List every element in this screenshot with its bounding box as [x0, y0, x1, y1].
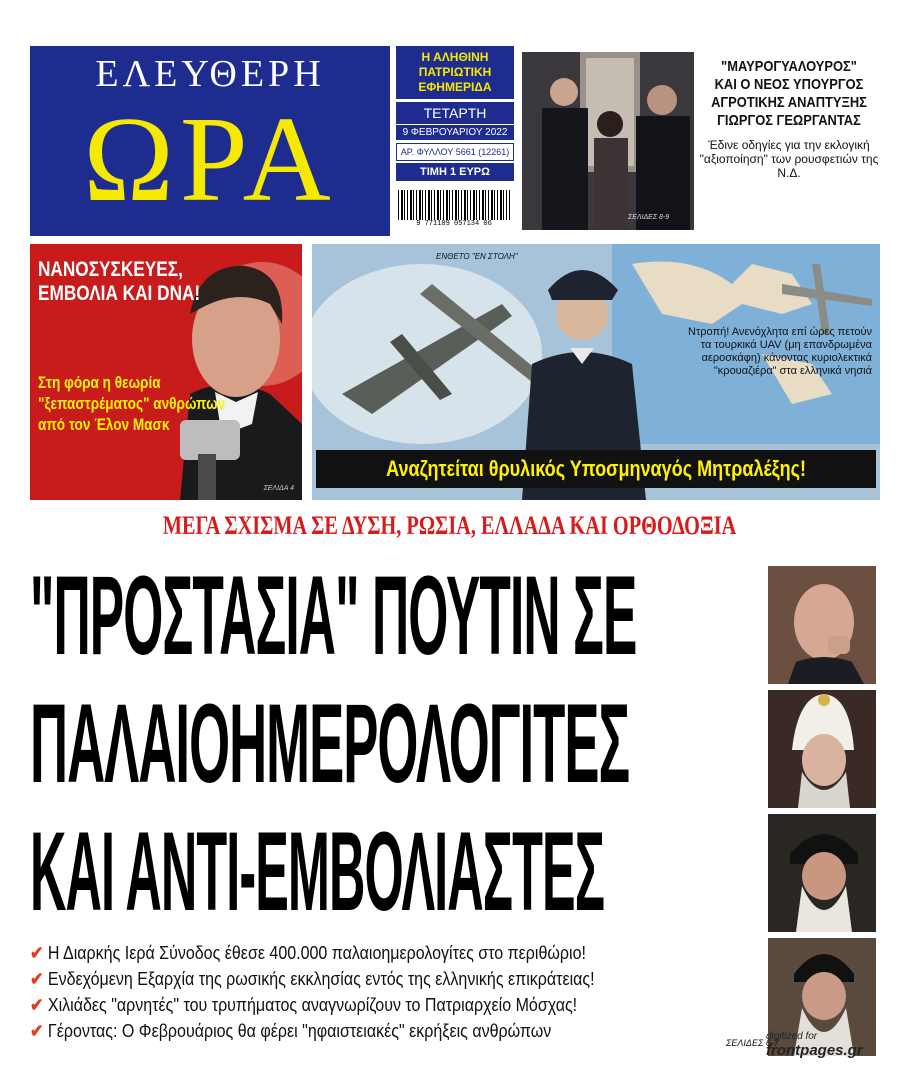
- pilot-caption-text: Αναζητείται θρυλικός Υποσμηναγός Μητραλέξης!: [386, 456, 806, 481]
- insert-label: ΕΝΘΕΤΟ "ΕΝ ΣΤΟΛΗ": [436, 252, 518, 261]
- putin-illustration: [768, 566, 876, 684]
- putin-photo: [768, 566, 876, 684]
- top-right-pages: ΣΕΛΙΔΕΣ 8-9: [628, 214, 670, 221]
- check-icon: ✔: [30, 995, 44, 1015]
- headline-line-2: ΠΑΛΑΙΟΗΜΕΡΟΛΟΓΙΤΕΣ: [30, 681, 630, 806]
- bullet-text: Γέροντας: Ο Φεβρουάριος θα φέρει "ηφαιστειακές" εκρήξεις ανθρώπων: [47, 1021, 552, 1041]
- bullet-item: [30, 1018, 698, 1044]
- bartholomew-illustration: [768, 814, 876, 932]
- pilot-caption: [316, 450, 876, 488]
- watermark-line2: frontpages.gr: [766, 1042, 863, 1059]
- top-right-story: [698, 58, 880, 180]
- tagline: Η ΑΛΗΘΙΝΗ ΠΑΤΡΙΩΤΙΚΗ ΕΦΗΜΕΡΙΔΑ: [396, 46, 514, 99]
- uav-text: Ντροπή! Ανενόχλητα επί ώρες πετούν τα τουρκικά UAV (μη επανδρωμένα αεροσκάφη) κάνοντας κυριολεκτικά "κρουαζιέρα" στα ελληνικά νησιά: [688, 326, 872, 377]
- check-icon: ✔: [30, 969, 44, 989]
- check-icon: ✔: [30, 1021, 44, 1041]
- pilot-story: [312, 244, 880, 500]
- masthead-subtitle: ΕΛΕΥΘΕΡΗ: [95, 53, 325, 95]
- ministers-photo: [522, 52, 694, 230]
- kirill-illustration: [768, 690, 876, 808]
- patriarch-kirill-photo: [768, 690, 876, 808]
- masthead: [30, 46, 390, 236]
- bullet-text: Χιλιάδες "αρνητές" του τρυπήματος αναγνωρίζουν το Πατριαρχείο Μόσχας!: [47, 995, 578, 1015]
- musk-headline: ΝΑΝΟΣΥΣΚΕΥΕΣ, ΕΜΒΟΛΙΑ ΚΑΙ DNA!: [38, 258, 201, 305]
- headline-line-3: ΚΑΙ ΑΝΤΙ-ΕΜΒΟΛΙΑΣΤΕΣ: [30, 809, 605, 934]
- bullet-item: [30, 966, 698, 992]
- bullet-list: [30, 940, 780, 1044]
- bullet-text: Η Διαρκής Ιερά Σύνοδος έθεσε 400.000 παλαιοημερολογίτες στο περιθώριο!: [47, 943, 586, 963]
- check-icon: ✔: [30, 943, 44, 963]
- headline-line-1: "ΠΡΟΣΤΑΣΙΑ" ΠΟΥΤΙΝ ΣΕ: [30, 553, 637, 678]
- musk-story: [30, 244, 302, 500]
- barcode: [398, 190, 510, 230]
- top-right-body: Έδινε οδηγίες για την εκλογική "αξιοποίηση" των ρουσφετιών της Ν.Δ.: [699, 138, 879, 180]
- masthead-title: ΩΡΑ: [83, 92, 337, 227]
- subheadline: [0, 510, 900, 542]
- musk-body: Στη φόρα η θεωρία "ξεπαστρέματος" ανθρώπων από τον Έλον Μασκ: [38, 373, 226, 434]
- issue-number: ΑΡ. ΦΥΛΛΟΥ 5661 (12261): [396, 143, 514, 161]
- bullet-text: Ενδεχόμενη Εξαρχία της ρωσικής εκκλησίας εντός της ελληνικής επικράτειας!: [47, 969, 595, 989]
- subheadline-text: ΜΕΓΑ ΣΧΙΣΜΑ ΣΕ ΔΥΣΗ, ΡΩΣΙΑ, ΕΛΛΑΔΑ ΚΑΙ ΟΡΘΟΔΟΞΙΑ: [163, 511, 737, 540]
- watermark: [766, 1030, 863, 1058]
- main-headline: [30, 552, 764, 936]
- issue-info-box: [396, 46, 514, 186]
- issue-price: ΤΙΜΗ 1 ΕΥΡΩ: [396, 163, 514, 181]
- bottom-pages: ΣΕΛΙΔΕΣ 6-7: [726, 1038, 779, 1048]
- issue-date: 9 ΦΕΒΡΟΥΑΡΙΟΥ 2022: [396, 125, 514, 140]
- barcode-number: 9 771109 057134 06: [416, 220, 492, 228]
- patriarch-bartholomew-photo: [768, 814, 876, 932]
- watermark-line1: digitized for: [766, 1031, 818, 1042]
- issue-day: ΤΕΤΑΡΤΗ: [396, 102, 514, 124]
- bullet-item: [30, 940, 698, 966]
- bullet-item: [30, 992, 698, 1018]
- barcode-bars: [398, 190, 510, 220]
- musk-pages: ΣΕΛΙΔΑ 4: [263, 485, 294, 492]
- top-right-headline: "ΜΑΥΡΟΓΥΑΛΟΥΡΟΣ" ΚΑΙ Ο ΝΕΟΣ ΥΠΟΥΡΓΟΣ ΑΓΡΟΤΙΚΗΣ ΑΝΑΠΤΥΞΗΣ ΓΙΩΡΓΟΣ ΓΕΩΡΓΑΝΤΑΣ: [711, 58, 867, 129]
- ministers-illustration: [522, 52, 694, 230]
